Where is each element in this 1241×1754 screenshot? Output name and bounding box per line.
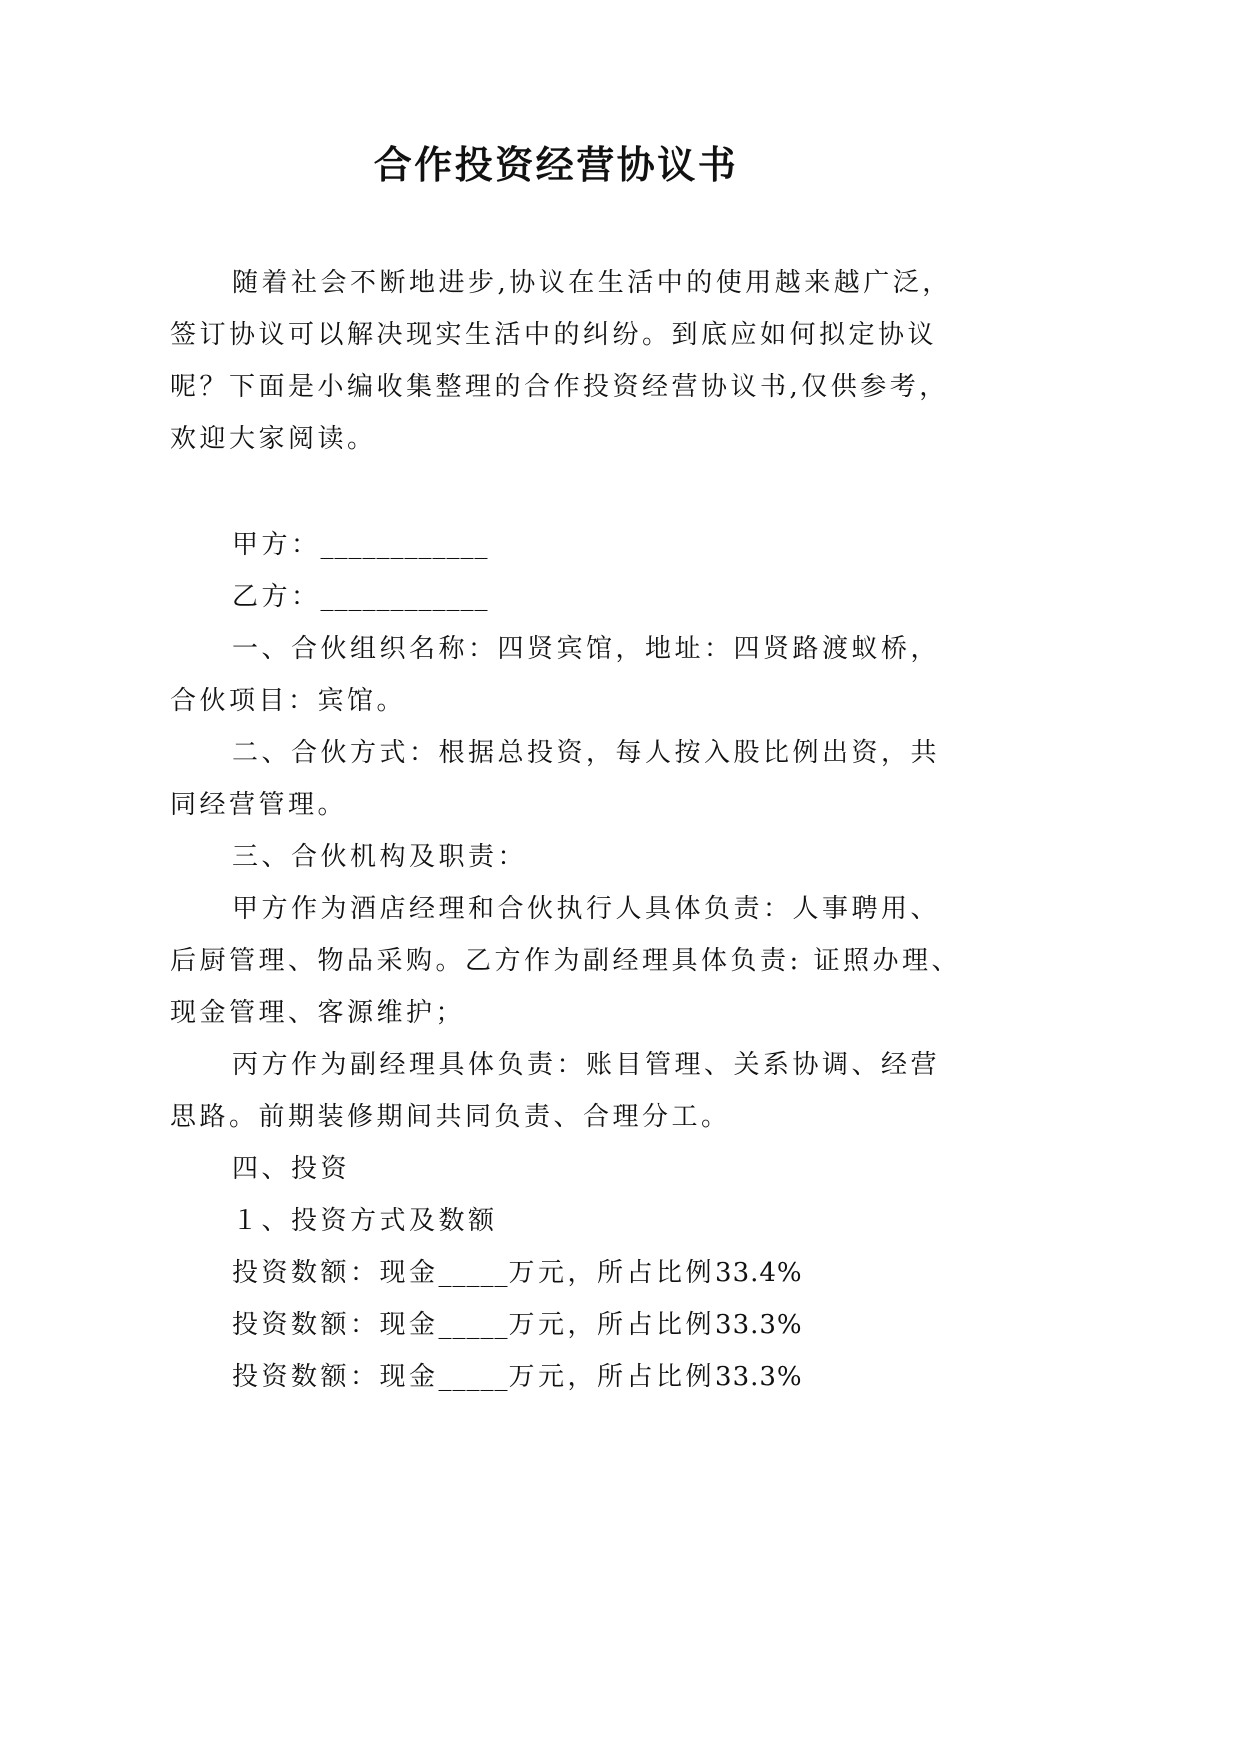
party-b-blank: ____________ [320,582,489,612]
party-a-blank: ____________ [320,530,489,560]
investment-amount-blank: _____ [438,1258,509,1288]
investment-suffix: 万元，所占比例 [508,1310,716,1340]
intro-line: 签订协议可以解决现实生活中的纠纷。到底应如何拟定协议 [170,320,938,350]
agreement-body [170,519,1030,1403]
party-b-label: 乙方： [232,582,321,612]
investment-ratio: 33.3% [715,1310,803,1340]
clause-4-heading: 四、投资 [232,1154,351,1184]
document-title: 合作投资经营协议书 [373,142,739,187]
duties-ab-line: 现金管理、客源维护； [170,998,466,1028]
clause-1-line: 合伙项目：宾馆。 [170,686,407,716]
clause-2-line: 二、合伙方式：根据总投资，每人按入股比例出资，共 [232,738,941,768]
intro-line: 呢？下面是小编收集整理的合作投资经营协议书,仅供参考， [170,372,949,402]
investment-amount-blank: _____ [438,1310,509,1340]
clause-2-line: 同经营管理。 [170,790,348,820]
duties-ab-line: 后厨管理、物品采购。乙方作为副经理具体负责: 证照办理、 [170,946,962,976]
intro-paragraph [170,257,1030,465]
duties-ab-line: 甲方作为酒店经理和合伙执行人具体负责：人事聘用、 [232,894,941,924]
party-b-line [170,571,1030,623]
duties-c-line: 丙方作为副经理具体负责：账目管理、关系协调、经营 [232,1050,941,1080]
investment-line [170,1299,1030,1351]
investment-amount-blank: _____ [438,1362,509,1392]
clause-1-line: 一、合伙组织名称：四贤宾馆，地址：四贤路渡蚁桥， [232,634,941,664]
investment-prefix: 投资数额：现金 [232,1362,439,1392]
investment-line [170,1247,1030,1299]
duties-c-line: 思路。前期装修期间共同负责、合理分工。 [170,1102,731,1132]
party-a-label: 甲方： [232,530,321,560]
party-a-line [170,519,1030,571]
investment-line [170,1351,1030,1403]
investment-ratio: 33.3% [715,1362,803,1392]
investment-prefix: 投资数额：现金 [232,1258,439,1288]
intro-line: 随着社会不断地进步,协议在生活中的使用越来越广泛， [232,268,952,298]
intro-line: 欢迎大家阅读。 [170,424,377,454]
subclause-1-heading: １、投资方式及数额 [232,1206,498,1236]
clause-3-heading: 三、合伙机构及职责： [232,842,528,872]
investment-ratio: 33.4% [715,1258,803,1288]
investment-suffix: 万元，所占比例 [508,1362,716,1392]
investment-prefix: 投资数额：现金 [232,1310,439,1340]
investment-suffix: 万元，所占比例 [508,1258,716,1288]
